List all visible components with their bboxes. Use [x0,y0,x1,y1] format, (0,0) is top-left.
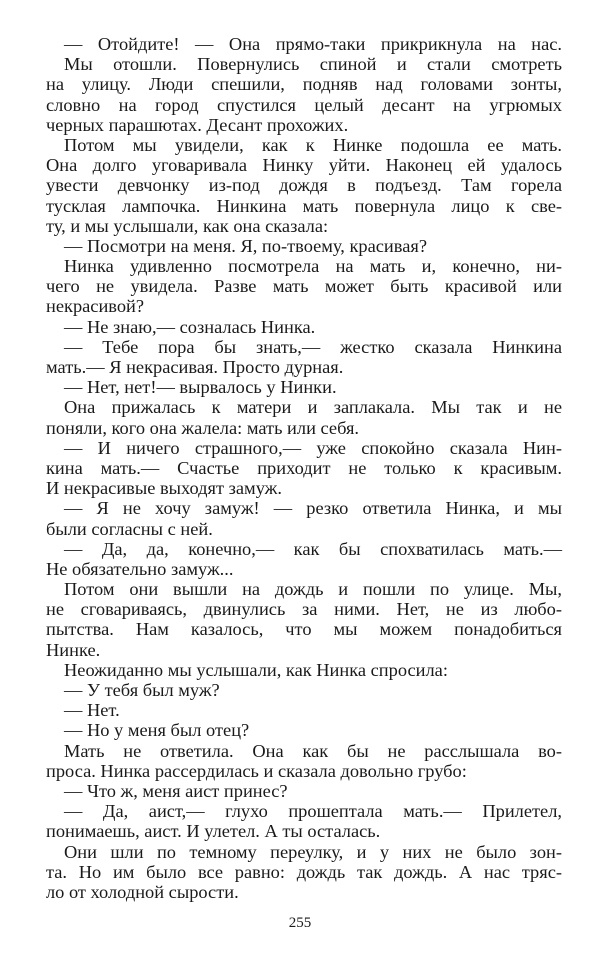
text-line: ло от холодной сырости. [46,881,239,902]
text-line: — Не знаю,— созналась Нинка. [64,316,316,337]
page-number: 255 [288,915,312,931]
text-line: мать.— Я некрасивая. Просто дурная. [46,357,344,377]
text-line: — У тебя был муж? [64,680,220,700]
paragraph [46,842,562,903]
text-line: Она прижалась к матери и заплакала. Мы так и не [64,397,562,418]
paragraph [46,256,562,317]
text-line: ту, и мы услышали, как она сказала: [46,215,329,236]
text-line: Не обязательно замуж... [46,558,234,579]
text-line: проса. Нинка рассердилась и сказала довольно грубо: [46,760,467,781]
paragraph [46,700,562,720]
paragraph [46,741,562,781]
text-line: поняли, кого она жалела: мать или себя. [46,417,360,438]
text-line: словно на город спустился целый десант на угрюмых [46,94,562,115]
text-line: — Посмотри на меня. Я, по-твоему, красивая? [64,235,427,256]
text-line: — Да, аист,— глухо прошептала мать.— Прилетел, [64,801,562,822]
paragraph [46,579,562,660]
paragraph [46,539,562,579]
text-line: та. Но им было все равно: дождь так дождь. А нас тряс- [46,861,562,882]
text-line: И некрасивые выходят замуж. [46,478,282,499]
text-line: не сговариваясь, двинулись за ними. Нет, не из любо- [46,599,562,620]
paragraph [46,236,562,256]
text-line: Неожиданно мы услышали, как Нинка спросила: [64,659,448,680]
paragraph [46,801,562,841]
text-line: Они шли по темному переулку, и у них не было зон- [64,841,562,862]
text-line: Потом они вышли на дождь и пошли по улице. Мы, [64,579,562,600]
text-line: — Нет, нет!— вырвалось у Нинки. [64,377,337,398]
paragraph [46,377,562,397]
text-line: — Нет. [64,700,120,721]
text-line: кина мать.— Счастье приходит не только к красивым. [46,457,562,478]
text-line: Потом мы увидели, как к Нинке подошла ее мать. [64,134,562,155]
paragraph [46,438,562,499]
paragraph [46,34,562,54]
paragraph [46,498,562,538]
text-line: — Что ж, меня аист принес? [64,780,288,801]
text-line: — Отойдите! — Она прямо-таки прикрикнула на нас. [64,34,562,54]
text-line: тусклая лампочка. Нинкина мать повернула лицо к све- [46,195,562,216]
paragraph [46,135,562,236]
page-body-text [46,34,562,902]
text-line: — Да, да, конечно,— как бы спохватилась мать.— [64,538,562,559]
text-line: были согласны с ней. [46,518,213,539]
paragraph [46,54,562,135]
text-line: пытства. Нам казалось, что мы можем понадобиться [46,619,562,640]
text-line: Она долго уговаривала Нинку уйти. Наконец ей удалось [46,155,562,176]
text-line: — И ничего страшного,— уже спокойно сказала Нин- [64,437,562,458]
paragraph [46,317,562,337]
text-line: — Я не хочу замуж! — резко ответила Нинка, и мы [64,498,562,519]
paragraph [46,781,562,801]
paragraph [46,660,562,680]
text-line: Мы отошли. Повернулись спиной и стали смотреть [64,54,562,75]
text-line: понимаешь, аист. И улетел. А ты осталась. [46,821,381,842]
paragraph [46,337,562,377]
text-line: Нинка удивленно посмотрела на мать и, конечно, ни- [64,256,562,277]
text-line: на улицу. Люди спешили, подняв над головами зонты, [46,74,562,95]
text-line: чего не увидела. Разве мать может быть красивой или [46,276,562,297]
paragraph [46,397,562,437]
text-line: — Но у меня был отец? [64,720,250,741]
paragraph [46,720,562,740]
text-line: — Тебе пора бы знать,— жестко сказала Нинкина [64,336,562,357]
text-line: Нинке. [46,639,101,660]
text-line: некрасивой? [46,296,145,317]
text-line: увести девчонку из-под дождя в подъезд. Там горела [46,175,562,196]
text-line: черных парашютах. Десант прохожих. [46,114,349,135]
text-line: Мать не ответила. Она как бы не расслышала во- [64,740,562,761]
paragraph [46,680,562,700]
